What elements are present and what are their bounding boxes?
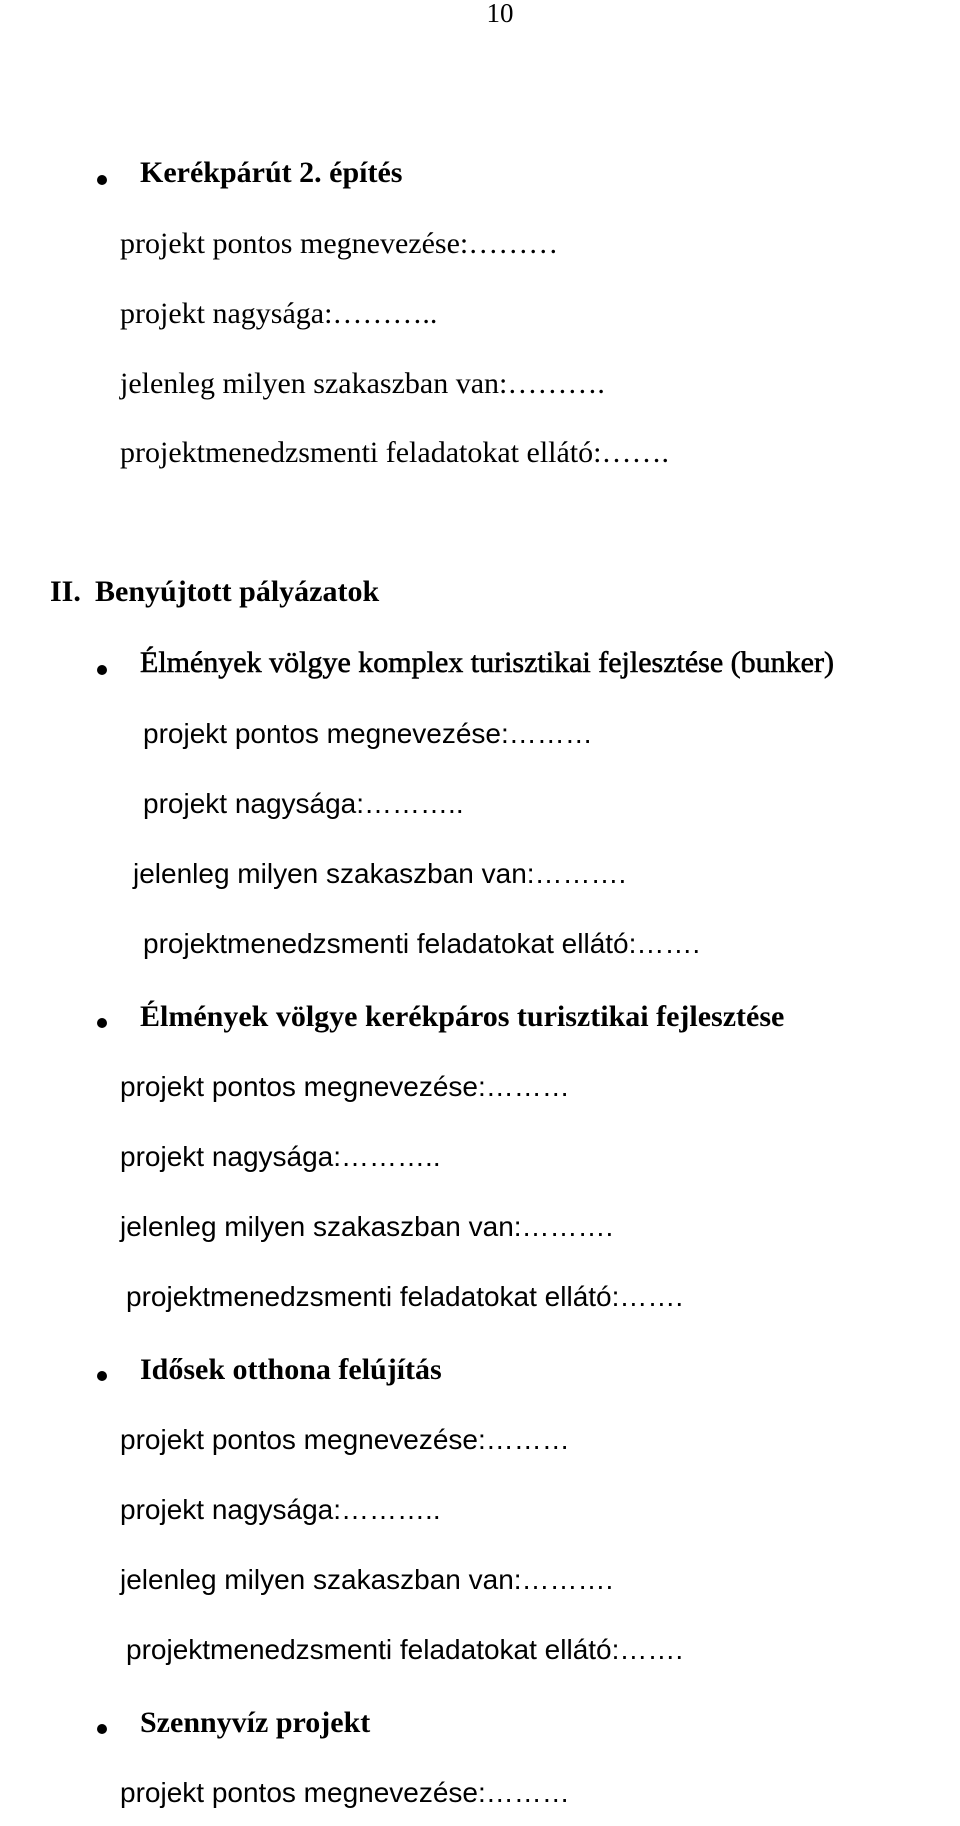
field-project-name: projekt pontos megnevezése:………	[120, 1071, 570, 1102]
field-project-size: projekt nagysága:………..	[120, 1141, 441, 1172]
field-project-stage: jelenleg milyen szakaszban van:……….	[120, 1211, 614, 1242]
field-project-name: projekt pontos megnevezése:………	[143, 718, 593, 749]
field-project-size: projekt nagysága:………..	[143, 788, 464, 819]
field-project-manager: projektmenedzsmenti feladatokat ellátó:…….	[126, 1634, 684, 1665]
bullet-icon	[97, 1371, 107, 1381]
field-project-name: projekt pontos megnevezése:………	[120, 1777, 570, 1808]
bullet-icon	[97, 1018, 107, 1028]
field-project-name: projekt pontos megnevezése:………	[120, 227, 559, 260]
field-project-stage: jelenleg milyen szakaszban van:……….	[120, 1564, 614, 1595]
field-project-name: projekt pontos megnevezése:………	[120, 1424, 570, 1455]
field-project-stage: jelenleg milyen szakaszban van:……….	[133, 858, 627, 889]
field-project-size: projekt nagysága:………..	[120, 297, 438, 330]
item-title-idosek: Idősek otthona felújítás	[140, 1353, 442, 1386]
bullet-icon	[97, 175, 107, 185]
field-project-manager: projektmenedzsmenti feladatokat ellátó:…….	[120, 436, 669, 469]
page-number: 10	[486, 0, 514, 28]
field-project-size: projekt nagysága:………..	[120, 1494, 441, 1525]
item-title-elmenyek-bunker: Élmények völgye komplex turisztikai fejlesztése (bunker)	[140, 646, 834, 679]
bullet-icon	[97, 665, 107, 675]
item-title-szennyviz: Szennyvíz projekt	[140, 1706, 371, 1739]
item-title-elmenyek-kerekparos: Élmények völgye kerékpáros turisztikai fejlesztése	[140, 1000, 785, 1033]
field-project-stage: jelenleg milyen szakaszban van:……….	[120, 367, 605, 400]
section-number: II.	[50, 575, 81, 608]
field-project-manager: projektmenedzsmenti feladatokat ellátó:…….	[143, 928, 701, 959]
section-title: Benyújtott pályázatok	[95, 575, 380, 608]
field-project-manager: projektmenedzsmenti feladatokat ellátó:…….	[126, 1281, 684, 1312]
item-title-kerekparut: Kerékpárút 2. építés	[140, 156, 403, 189]
bullet-icon	[97, 1724, 107, 1734]
